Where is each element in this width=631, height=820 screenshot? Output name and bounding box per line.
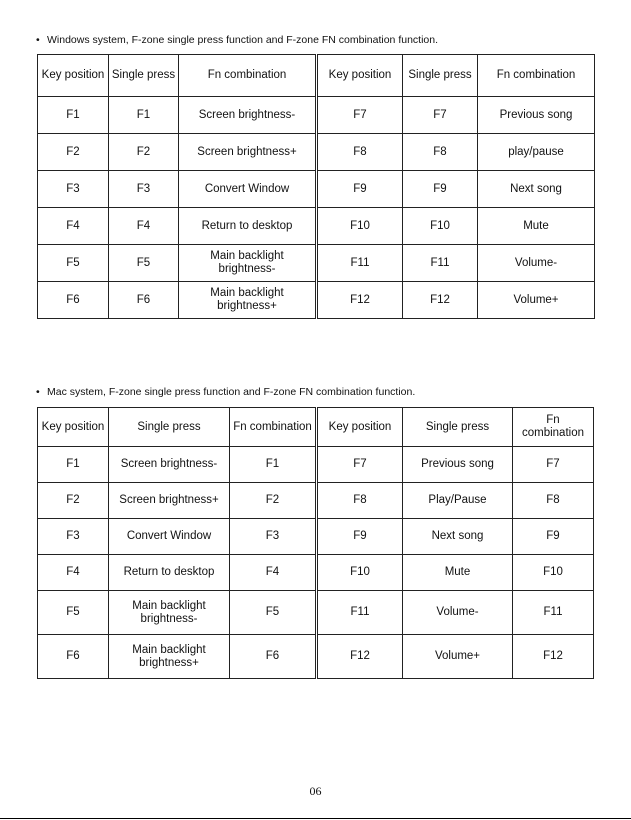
table-cell: F9 <box>318 171 403 208</box>
table-cell: F11 <box>318 591 403 635</box>
table-cell: F6 <box>109 282 179 319</box>
table-cell: F8 <box>403 134 478 171</box>
table-cell: F12 <box>318 635 403 679</box>
table-row <box>318 591 594 635</box>
table-cell: F12 <box>403 282 478 319</box>
table-row <box>318 171 595 208</box>
mac-table-left <box>37 407 316 679</box>
table-cell: Next song <box>478 171 595 208</box>
table-cell: Mute <box>403 555 513 591</box>
table-cell: F5 <box>109 245 179 282</box>
table-row <box>38 555 316 591</box>
table-row <box>38 282 316 319</box>
table-cell: F5 <box>38 245 109 282</box>
table-row <box>318 635 594 679</box>
column-header: Fn combination <box>230 408 316 447</box>
table-row <box>318 447 594 483</box>
table-cell: F8 <box>318 134 403 171</box>
table-cell: F1 <box>38 447 109 483</box>
table-cell: F10 <box>318 208 403 245</box>
table-cell: play/pause <box>478 134 595 171</box>
table-cell: Screen brightness- <box>179 97 316 134</box>
bottom-divider <box>0 818 631 819</box>
table-cell: Previous song <box>403 447 513 483</box>
table-row <box>318 245 595 282</box>
column-header: Key position <box>318 408 403 447</box>
column-header: Key position <box>38 408 109 447</box>
table-row <box>38 483 316 519</box>
table-cell: Next song <box>403 519 513 555</box>
table-cell: Volume+ <box>403 635 513 679</box>
table-row <box>318 208 595 245</box>
table-row <box>318 134 595 171</box>
table-cell: Play/Pause <box>403 483 513 519</box>
table-cell: F5 <box>38 591 109 635</box>
column-header: Single press <box>403 55 478 97</box>
windows-section-heading <box>36 34 438 46</box>
table-cell: Main backlight brightness- <box>109 591 230 635</box>
table-cell: F3 <box>109 171 179 208</box>
table-cell: Screen brightness- <box>109 447 230 483</box>
table-row <box>318 555 594 591</box>
table-cell: F12 <box>513 635 594 679</box>
table-cell: F10 <box>403 208 478 245</box>
table-cell: Screen brightness+ <box>109 483 230 519</box>
bullet-icon: • <box>36 386 40 398</box>
column-header: Fn combination <box>478 55 595 97</box>
table-cell: F6 <box>38 282 109 319</box>
column-header: Key position <box>318 55 403 97</box>
table-cell: Return to desktop <box>109 555 230 591</box>
column-header: Key position <box>38 55 109 97</box>
table-cell: F1 <box>109 97 179 134</box>
table-cell: F11 <box>513 591 594 635</box>
table-row <box>38 591 316 635</box>
column-header: Fn combination <box>179 55 316 97</box>
table-cell: F7 <box>513 447 594 483</box>
table-cell: F9 <box>403 171 478 208</box>
table-header-row <box>318 408 594 447</box>
table-cell: Convert Window <box>109 519 230 555</box>
table-cell: Main backlight brightness+ <box>109 635 230 679</box>
table-cell: Return to desktop <box>179 208 316 245</box>
table-row <box>318 483 594 519</box>
bullet-icon: • <box>36 34 40 46</box>
mac-heading-text: Mac system, F-zone single press function and F-zone FN combination function. <box>47 386 416 398</box>
table-cell: Volume+ <box>478 282 595 319</box>
table-cell: F7 <box>318 447 403 483</box>
windows-table-left <box>37 54 316 319</box>
table-cell: F4 <box>230 555 316 591</box>
table-row <box>38 97 316 134</box>
table-cell: Main backlight brightness- <box>179 245 316 282</box>
table-cell: F6 <box>230 635 316 679</box>
table-cell: F2 <box>38 483 109 519</box>
table-cell: Volume- <box>478 245 595 282</box>
table-header-row <box>38 408 316 447</box>
table-cell: Volume- <box>403 591 513 635</box>
table-cell: F2 <box>38 134 109 171</box>
table-cell: F4 <box>109 208 179 245</box>
table-cell: F7 <box>403 97 478 134</box>
table-cell: F7 <box>318 97 403 134</box>
mac-table-right <box>317 407 594 679</box>
table-cell: F8 <box>318 483 403 519</box>
table-cell: F2 <box>230 483 316 519</box>
table-cell: F8 <box>513 483 594 519</box>
column-header: Single press <box>109 55 179 97</box>
table-cell: F10 <box>513 555 594 591</box>
windows-table-right <box>317 54 595 319</box>
table-cell: F4 <box>38 555 109 591</box>
column-header: Fn combination <box>513 408 594 447</box>
table-cell: F10 <box>318 555 403 591</box>
table-cell: F11 <box>318 245 403 282</box>
table-cell: F11 <box>403 245 478 282</box>
table-row <box>318 282 595 319</box>
table-cell: F3 <box>230 519 316 555</box>
table-cell: F12 <box>318 282 403 319</box>
table-cell: Mute <box>478 208 595 245</box>
table-row <box>38 208 316 245</box>
table-row <box>318 97 595 134</box>
table-cell: F9 <box>318 519 403 555</box>
table-cell: F9 <box>513 519 594 555</box>
table-row <box>38 245 316 282</box>
table-cell: F4 <box>38 208 109 245</box>
table-cell: Screen brightness+ <box>179 134 316 171</box>
page-number: 06 <box>309 784 322 798</box>
windows-heading-text: Windows system, F-zone single press function and F-zone FN combination function. <box>47 34 439 46</box>
table-cell: Main backlight brightness+ <box>179 282 316 319</box>
table-row <box>38 519 316 555</box>
table-cell: F5 <box>230 591 316 635</box>
column-header: Single press <box>109 408 230 447</box>
table-row <box>38 635 316 679</box>
column-header: Single press <box>403 408 513 447</box>
table-cell: F3 <box>38 519 109 555</box>
table-header-row <box>318 55 595 97</box>
table-row <box>38 447 316 483</box>
table-row <box>38 171 316 208</box>
table-cell: F1 <box>38 97 109 134</box>
table-cell: F3 <box>38 171 109 208</box>
table-row <box>38 134 316 171</box>
mac-section-heading <box>36 386 415 398</box>
table-cell: F6 <box>38 635 109 679</box>
table-cell: Convert Window <box>179 171 316 208</box>
table-header-row <box>38 55 316 97</box>
table-cell: F1 <box>230 447 316 483</box>
table-row <box>318 519 594 555</box>
table-cell: F2 <box>109 134 179 171</box>
table-cell: Previous song <box>478 97 595 134</box>
